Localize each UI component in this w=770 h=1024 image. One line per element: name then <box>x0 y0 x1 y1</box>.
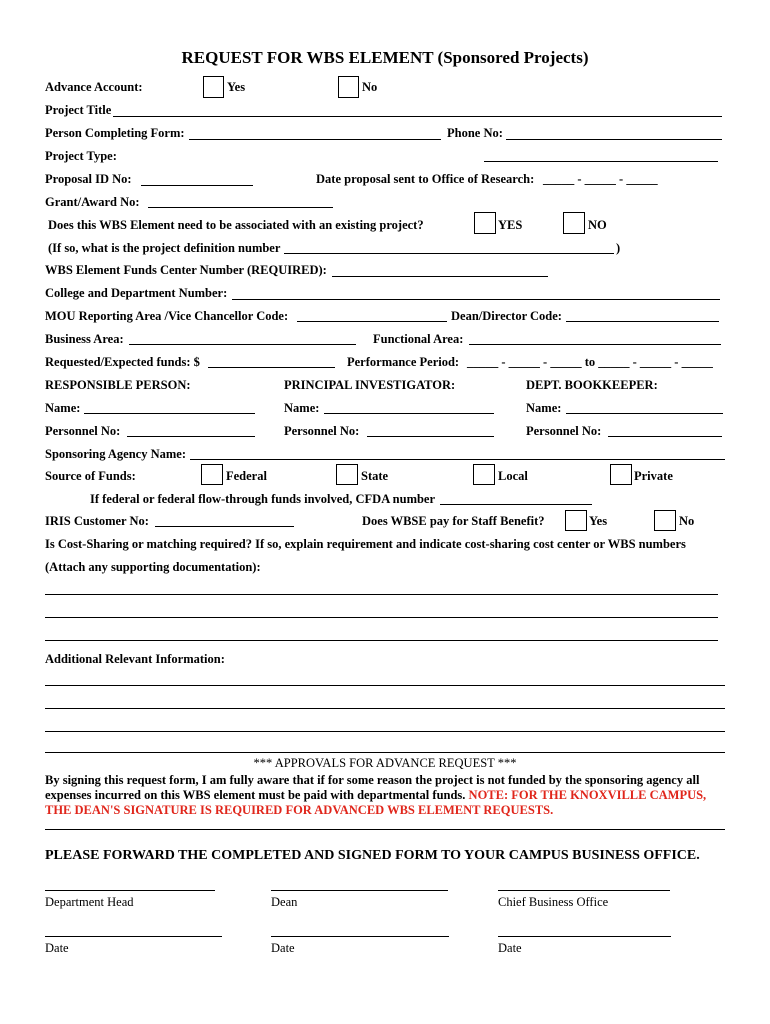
dean-label: Dean <box>271 895 298 909</box>
department-head-date-label: Date <box>45 941 69 955</box>
approvals-bottom-rule <box>45 829 725 830</box>
advance-yes-checkbox[interactable] <box>203 76 224 98</box>
responsible-name-field[interactable] <box>84 413 255 414</box>
federal-label: Federal <box>226 469 267 483</box>
bookkeeper-name-field[interactable] <box>566 413 723 414</box>
advance-no-label: No <box>362 80 378 94</box>
project-title-field[interactable] <box>113 116 722 117</box>
existing-yes-checkbox[interactable] <box>474 212 496 234</box>
proposal-id-field[interactable] <box>141 185 253 186</box>
mou-label: MOU Reporting Area /Vice Chancellor Code: <box>45 309 289 323</box>
pi-name-field[interactable] <box>324 413 494 414</box>
project-definition-close: ) <box>616 241 621 255</box>
existing-no-checkbox[interactable] <box>563 212 585 234</box>
forward-instruction: PLEASE FORWARD THE COMPLETED AND SIGNED FORM TO YOUR CAMPUS BUSINESS OFFICE. <box>45 848 700 863</box>
functional-area-field[interactable] <box>469 344 721 345</box>
department-head-label: Department Head <box>45 895 134 909</box>
chief-business-office-signature-line[interactable] <box>498 890 670 891</box>
approvals-text: By signing this request form, I am fully aware that if for some reason the project is not funded by the sponsoring agency all expenses incurred on this WBS element must be paid with departmental funds. <box>45 773 700 802</box>
existing-no-label: NO <box>588 218 607 232</box>
proposal-id-label: Proposal ID No: <box>45 172 132 186</box>
cost-sharing-field-line-2[interactable] <box>45 617 718 618</box>
business-area-field[interactable] <box>129 344 356 345</box>
advance-account-label: Advance Account: <box>45 80 143 94</box>
dean-signature-line[interactable] <box>271 890 448 891</box>
cfda-label: If federal or federal flow-through funds involved, CFDA number <box>90 492 436 506</box>
cfda-field[interactable] <box>440 504 592 505</box>
source-of-funds-label: Source of Funds: <box>45 469 136 483</box>
knoxville-note: NOTE: FOR THE KNOXVILLE CAMPUS, THE DEAN'S SIGNATURE IS REQUIRED FOR ADVANCED WBS ELEMENT REQUESTS. <box>45 788 707 817</box>
business-area-label: Business Area: <box>45 332 124 346</box>
private-label: Private <box>634 469 673 483</box>
pi-personnel-field[interactable] <box>367 436 494 437</box>
cbo-date-line[interactable] <box>498 936 671 937</box>
cost-sharing-question: Is Cost-Sharing or matching required? If so, explain requirement and indicate cost-sharing cost center or WBS numbers <box>45 537 686 551</box>
requested-funds-field[interactable] <box>208 367 335 368</box>
staff-benefit-no-checkbox[interactable] <box>654 510 676 531</box>
functional-area-label: Functional Area: <box>373 332 464 346</box>
person-completing-field[interactable] <box>189 139 441 140</box>
local-checkbox[interactable] <box>473 464 495 485</box>
responsible-person-heading: RESPONSIBLE PERSON: <box>45 378 191 392</box>
approvals-heading: *** APPROVALS FOR ADVANCE REQUEST *** <box>253 756 517 770</box>
college-department-label: College and Department Number: <box>45 286 228 300</box>
staff-benefit-question: Does WBSE pay for Staff Benefit? <box>362 514 545 528</box>
iris-customer-field[interactable] <box>155 526 294 527</box>
performance-period-field[interactable]: _____ - _____ - _____ to _____ - _____ - _____ <box>467 355 713 369</box>
proposal-date-label: Date proposal sent to Office of Research: <box>316 172 535 186</box>
responsible-personnel-field[interactable] <box>127 436 255 437</box>
approvals-statement <box>45 773 735 818</box>
chief-business-office-label: Chief Business Office <box>498 895 609 909</box>
department-head-signature-line[interactable] <box>45 890 215 891</box>
additional-info-line-1[interactable] <box>45 685 725 686</box>
advance-yes-label: Yes <box>227 80 246 94</box>
project-definition-field[interactable] <box>284 253 614 254</box>
department-head-date-line[interactable] <box>45 936 222 937</box>
mou-field[interactable] <box>297 321 447 322</box>
dept-bookkeeper-heading: DEPT. BOOKKEEPER: <box>526 378 658 392</box>
cost-sharing-field-line-3[interactable] <box>45 640 718 641</box>
additional-info-label: Additional Relevant Information: <box>45 652 225 666</box>
principal-investigator-heading: PRINCIPAL INVESTIGATOR: <box>284 378 456 392</box>
bookkeeper-personnel-field[interactable] <box>608 436 722 437</box>
private-checkbox[interactable] <box>610 464 632 485</box>
bookkeeper-name-label: Name: <box>526 401 562 415</box>
existing-yes-label: YES <box>498 218 523 232</box>
responsible-name-label: Name: <box>45 401 81 415</box>
dean-director-code-label: Dean/Director Code: <box>451 309 562 323</box>
advance-no-checkbox[interactable] <box>338 76 359 98</box>
phone-field[interactable] <box>506 139 722 140</box>
cost-sharing-field-line-1[interactable] <box>45 594 718 595</box>
requested-funds-label: Requested/Expected funds: $ <box>45 355 200 369</box>
local-label: Local <box>498 469 528 483</box>
existing-project-question: Does this WBS Element need to be associated with an existing project? <box>48 218 424 232</box>
cbo-date-label: Date <box>498 941 522 955</box>
performance-period-label: Performance Period: <box>347 355 460 369</box>
iris-customer-label: IRIS Customer No: <box>45 514 149 528</box>
additional-info-line-2[interactable] <box>45 708 725 709</box>
approvals-top-rule <box>45 752 725 753</box>
funds-center-field[interactable] <box>332 276 548 277</box>
state-label: State <box>361 469 389 483</box>
additional-info-line-3[interactable] <box>45 731 725 732</box>
pi-name-label: Name: <box>284 401 320 415</box>
grant-award-label: Grant/Award No: <box>45 195 140 209</box>
dean-date-line[interactable] <box>271 936 449 937</box>
state-checkbox[interactable] <box>336 464 358 485</box>
responsible-personnel-label: Personnel No: <box>45 424 121 438</box>
proposal-date-field[interactable]: _____ - _____ - _____ <box>543 172 658 186</box>
person-completing-label: Person Completing Form: <box>45 126 185 140</box>
staff-benefit-yes-label: Yes <box>589 514 608 528</box>
phone-label: Phone No: <box>447 126 503 140</box>
page-title: REQUEST FOR WBS ELEMENT (Sponsored Projects) <box>181 48 589 67</box>
sponsoring-agency-label: Sponsoring Agency Name: <box>45 447 186 461</box>
dean-date-label: Date <box>271 941 295 955</box>
project-title-label: Project Title <box>45 103 112 117</box>
attach-docs-label: (Attach any supporting documentation): <box>45 560 261 574</box>
dean-director-code-field[interactable] <box>566 321 719 322</box>
sponsoring-agency-field[interactable] <box>190 459 725 460</box>
project-type-field[interactable] <box>484 161 718 162</box>
staff-benefit-no-label: No <box>679 514 695 528</box>
funds-center-label: WBS Element Funds Center Number (REQUIRED): <box>45 263 327 277</box>
staff-benefit-yes-checkbox[interactable] <box>565 510 587 531</box>
college-department-field[interactable] <box>232 299 720 300</box>
project-type-label: Project Type: <box>45 149 117 163</box>
bookkeeper-personnel-label: Personnel No: <box>526 424 602 438</box>
pi-personnel-label: Personnel No: <box>284 424 360 438</box>
project-definition-label: (If so, what is the project definition number <box>48 241 281 255</box>
grant-award-field[interactable] <box>148 207 333 208</box>
federal-checkbox[interactable] <box>201 464 223 485</box>
